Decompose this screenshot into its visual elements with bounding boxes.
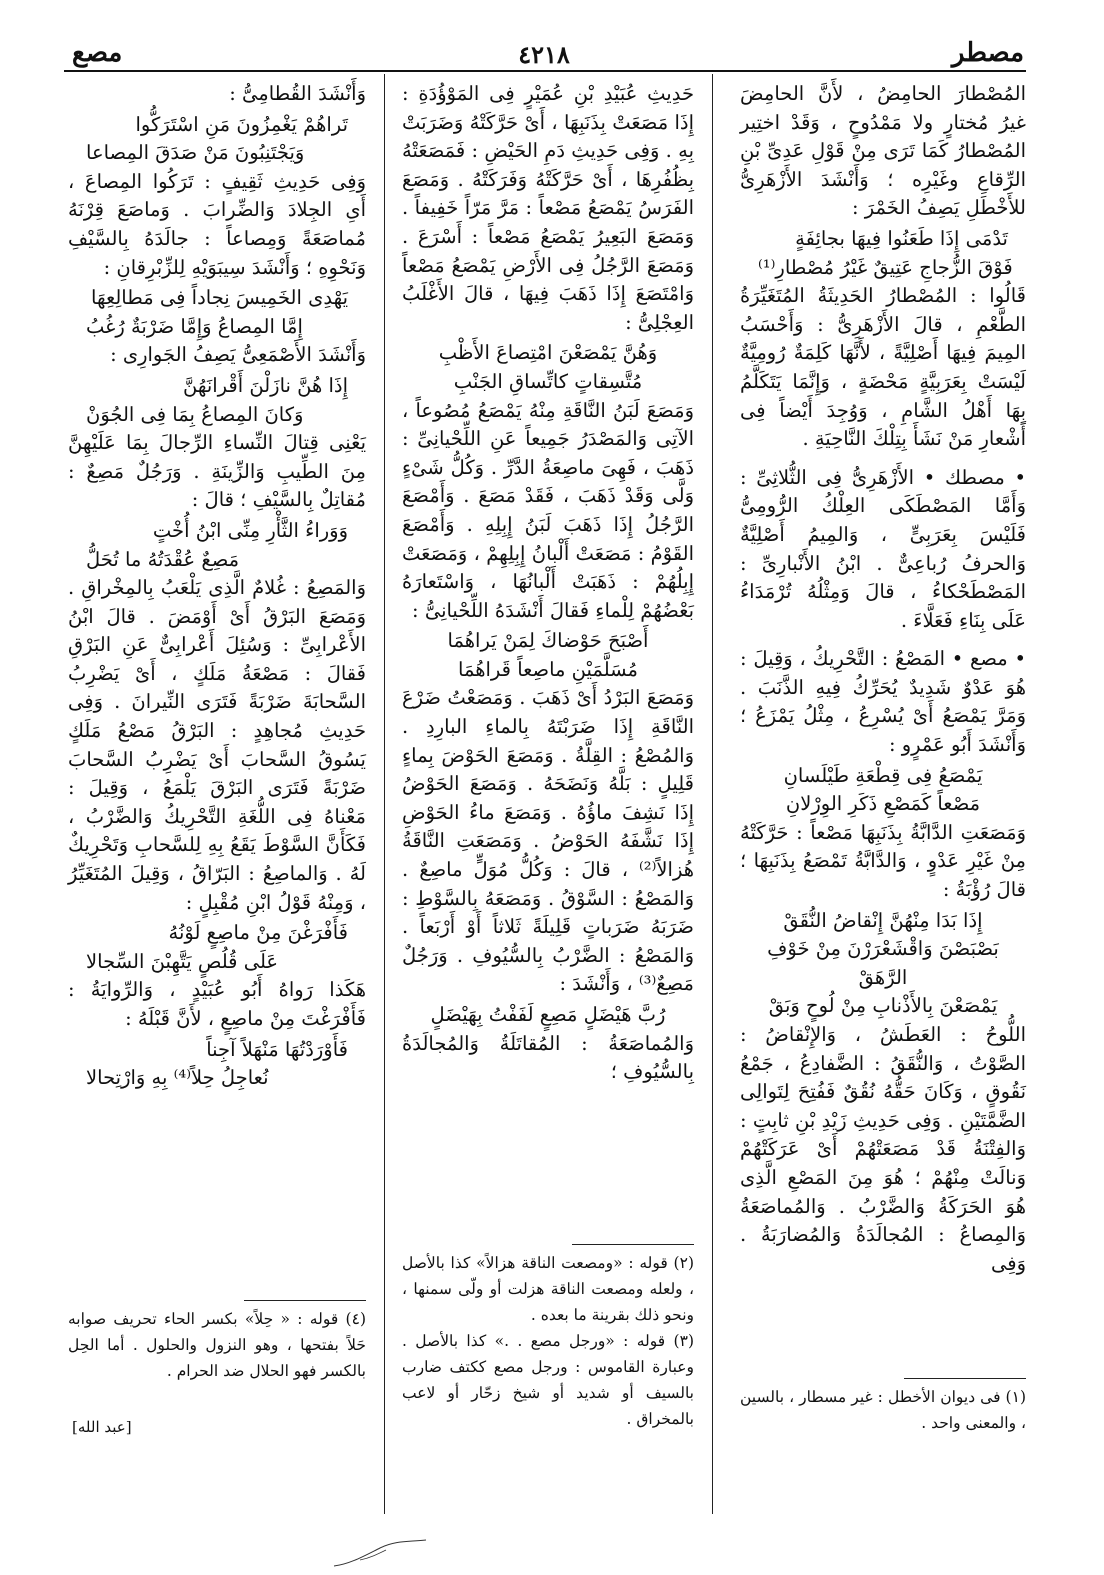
column-right	[740, 80, 1026, 1280]
verse-line: مَصْعاً كَمَصْعِ ذَكَرِ الوِرْلانِ	[785, 792, 981, 816]
entry-mstk: • مصطك • الأَزْهَرِىُّ فِى الثُّلاثِىِّ : وَأَمَّا المَصْطَكَى العِلْكُ الرُّومِىُّ فَلَيْسَ بِعَرَبِىٍّ ، وَالمِيمُ أَصْلِيَّةٌ وَالحرفُ رُباعِىٌّ . ابْنُ الأَنْبارِىِّ : المَصْطَحْكاءُ ، قالَ وَمِثْلُهُ تُرْمَدَاءُ عَلَى بِنَاءِ فَعَلَّاءَ .	[740, 465, 1026, 632]
guide-word-right: مصطر	[951, 38, 1024, 68]
paragraph: وَالمُماصَعَةُ : المُقاتَلَةُ وَالمُجالَدَةُ بِالسُّيُوفِ ؛	[402, 1031, 694, 1084]
verse-line: وَهُنَّ يَمْصَعْنَ امْتِصاعَ الأَظْبِ	[438, 341, 658, 365]
paragraph: يَعْنِى قِتالَ النِّساءِ الرِّجالَ بِمَا عَلَيْهِنَّ مِنَ الطِّيبِ وَالزِّينَةِ . وَرَجُلٌ مَصِعٌ : مُقاتِلٌ بِالسَّيْفِ ؛ قالَ :	[68, 431, 366, 512]
paragraph: وَمَصَعَتِ الدَّابَّةُ بِذَنَبِهَا مَصْعاً : حَرَّكَتْهُ مِنْ غَيْرِ عَدْوٍ ، وَالدَّابَّةُ تَمْصَعُ بِذَنَبِهَا ؛ قالَ رُؤْبَةُ :	[740, 820, 1026, 902]
verse-line: يَهْدِى الخَمِيسَ نِجاداً فِى مَطالِعِهَا	[91, 286, 348, 310]
verse-line: فَوْقَ الزُّجاجِ عَتِيقٌ غَيْرُ مُصْطارِ⁽¹⁾	[758, 255, 1013, 279]
column-divider	[384, 74, 385, 1514]
verse-line: تَدْمَى إِذَا طَعَنُوا فِيهَا بجائِفَةٍ	[795, 226, 1008, 250]
verse-line: وَكانَ المِصاعُ بِمَا فِى الجُوَنْ	[86, 402, 304, 426]
paragraph: وَأَنْشَدَ الأَصْمَعِىُّ يَصِفُ الجَوارِى :	[110, 343, 366, 367]
paragraph: وَالمَصِعُ : غُلامٌ الَّذِى يَلْعَبُ بِالمِخْراقِ . وَمَصَعَ البَرْقُ أَىْ أَوْمَضَ . قالَ ابْنُ الأَعْرابِىِّ : وَسُئِلَ أَعْرابِىٌّ عَنِ البَرْقِ فَقالَ : مَصْعَةُ مَلَكٍ ، أَىْ يَضْرِبُ السَّحابَةَ ضَرْبَةً فَتَرَى النِّيرانَ . وَفِى حَدِيثِ مُجاهِدٍ : البَرْقُ مَصْعُ مَلَكٍ يَسُوقُ السَّحابَ أَىْ يَضْرِبُ السَّحابَ ضَرْبَةً فَتَرَى البَرْقَ يَلْمَعُ ، وَقِيلَ : مَعْناهُ فِى اللُّغَةِ التَّحْرِيكُ وَالضَّرْبُ ، فَكَأَنَّ السَّوْطَ يَقَعُ بِهِ لِلسَّحابِ وَتَحْرِيكٌ لَهُ . وَالماصِعُ : البَرّاقُ ، وَقِيلَ المُتَغَيِّرُ ، وَمِنْهُ قَوْلُ ابْنِ مُقْبِلٍ :	[68, 576, 366, 914]
column-middle	[402, 80, 694, 1089]
footnote-rule	[572, 1244, 694, 1245]
footnote: (٣) قوله : «ورجل مصع . .» كذا بالأصل . وعبارة القاموس : ورجل مصع ككتف ضارب بالسيف أو شديد أو شيخ زحّار أو لاعب بالمخراق .	[402, 1332, 694, 1428]
paragraph: قَالُوا : المُصْطارُ الحَدِيثَةُ المُتَغَيِّرَةُ الطَّعْمِ ، قالَ الأَزْهَرِىُّ : وَأَحْسَبُ المِيمَ فِيهَا أَصْلِيَّةً ، لأَنَّهَا كَلِمَةٌ رُومِيَّةٌ لَيْسَتْ بِعَرَبِيَّةٍ مَحْضَةٍ ، وَإِنَّمَا يَتَكَلَّمُ بِهَا أَهْلُ الشَّامِ ، وَوُجِدَ أَيْضاً فِى أَشْعارِ مَنْ نَشَأَ بِتِلْكَ النَّاحِيَةِ .	[740, 284, 1026, 451]
verse-line: رُبَّ هَيْضَلٍ مَصِعٍ لَفَفْتُ بِهَيْضَلٍ	[430, 1003, 666, 1026]
footnote-middle	[402, 1250, 694, 1432]
paragraph: وَمَصَعَ البَرْدُ أَىْ ذَهَبَ . وَمَصَعْتُ ضَرْعَ النَّاقَةِ إِذَا ضَرَبْتَهُ بِالماءِ البارِدِ . وَالمُصْعُ : القِلَّةُ . وَمَصَعَ الحَوْضَ بِماءٍ قَلِيلٍ : بَلَّهُ وَنَضَحَهُ . وَمَصَعَ الحَوْضُ إِذَا نَشِفَ ماؤُهُ . وَمَصَعَ ماءُ الحَوْضِ إِذَا نَشَّفَهُ الحَوْضُ . وَمَصَعَتِ النَّاقَةُ هُزالاً⁽²⁾ ، قالَ : وَكُلُّ مُوَلٍّ ماصِعٌ . وَالمَصْعُ : السَّوْقُ . وَمَصَعَهُ بِالسَّوْطِ : ضَرَبَهُ ضَرَباتٍ قَلِيلَةً ثَلاثاً أَوْ أَرْبَعاً . وَالمَصْعُ : الضَّرْبُ بِالسُّيُوفِ . وَرَجُلٌ مَصِعٌ⁽³⁾ ، وَأَنْشَدَ :	[402, 686, 694, 996]
footnote: (٤) قوله : « حِلاً» بكسر الحاء تحريف صوابه حَلاً بفتحها ، وهو النزول والحلول . أما الحِل بالكسر فهو الحلال ضد الحرام .	[68, 1310, 366, 1380]
verse-line: تَراهُمْ يَغْمِزُونَ مَنِ اسْتَرَكُّوا	[135, 112, 348, 136]
footnote-rule	[244, 1300, 366, 1301]
page-number: ٤٢١٨	[518, 40, 570, 69]
verse-line: وَوَراءُ الثَّأْرِ مِنِّى ابْنُ أُخْتٍ	[152, 518, 348, 542]
verse-line: إِذَا هُنَّ نازَلْنَ أَقْرانَهُنَّ	[183, 373, 348, 397]
column-left	[68, 80, 366, 1093]
verse-line: إِمَّا المِصاعُ وَإِمَّا ضَرْبَةٌ رُغُبُ	[86, 314, 303, 338]
paragraph: حَدِيثِ عُبَيْدِ بْنِ عُمَيْرٍ فِى المَوْؤُدَةِ : إِذَا مَصَعَتْ بِذَنَبِهَا ، أَىْ حَرَّكَتْهُ وَضَرَبَتْ بِهِ . وَفِى حَدِيثِ دَمِ الحَيْضِ : فَمَصَعَتْهُ بِظُفُرِهَا ، أَىْ حَرَّكَتْهُ وَفَرَكَتْهُ . وَمَصَعَ الفَرَسُ يَمْصَعُ مَصْعاً : مَرَّ مَرّاً خَفِيفاً . وَمَصَعَ البَعِيرُ يَمْصَعُ مَصْعاً : أَسْرَعَ . وَمَصَعَ الرَّجُلُ فِى الأَرْضِ يَمْصَعُ مَصْعاً وَامْتَصَعَ إِذَا ذَهَبَ فِيهَا ، قالَ الأَغْلَبُ العِجْلِىُّ :	[402, 82, 694, 334]
page-header	[64, 38, 1024, 70]
guide-word-left: مصع	[72, 38, 123, 68]
editor-signature: [عبد الله]	[72, 1418, 132, 1436]
paragraph: اللُّوحُ : العَطَشُ ، وَالإِنْقاضُ : الصَّوْتُ ، وَالنُّقَقُ : الضَّفادِعُ ، جَمْعُ نَقُوقٍ ، وَكَانَ حَقُّهُ نُقُقٌ فَفُتِحَ لِتَوالِى الضَّمَّتَيْنِ . وَفِى حَدِيثِ زَيْدِ بْنِ ثابِتٍ : وَالفِتْنَةُ قَدْ مَصَعَتْهُمْ أَىْ عَرَكَتْهُمْ وَنالَتْ مِنْهُمْ ؛ هُوَ مِنَ المَصْعِ الَّذِى هُوَ الحَرَكَةُ وَالضَّرْبُ . وَالمُماصَعَةُ وَالمِصاعُ : المُجالَدَةُ وَالمُضارَبَةُ . وَفِى	[740, 1023, 1026, 1275]
paragraph: وَأَنْشَدَ القُطامِىُّ :	[229, 82, 366, 105]
paragraph: المُصْطارَ الحامِضُ ، لأَنَّ الحامِضَ غيرُ مُختارٍ ولا مَمْدُوحٍ ، وَقَدْ اختِير المُصْطارُ كَمَا تَرَى مِنْ قَوْلِ عَدِىِّ بْنِ الرِّقاعِ وغَيْرِه ؛ وَأَنْشَدَ الأَزْهَرِىُّ للأَخْطَلِ يَصِفُ الخَمْرَ :	[740, 82, 1026, 220]
verse-line: فَأَفْرَغْنَ مِنْ ماصِعٍ لَوْنُهُ	[168, 921, 348, 945]
verse-line: أَصْبَحَ حَوْضاكَ لِمَنْ يَراهُمَا	[447, 629, 649, 653]
header-rule	[64, 70, 1026, 72]
footnote-rule	[904, 1378, 1026, 1379]
footnote-right	[740, 1384, 1026, 1436]
footnote-left	[68, 1306, 366, 1384]
paragraph: وَفِى حَدِيثِ ثَقِيفٍ : تَرَكُوا المِصاعَ ، أَىِ الجِلادَ وَالضِّرابَ . وَماصَعَ قِرْنَهُ مُماصَعَةً وَمِصاعاً : جالَدَهُ بِالسَّيْفِ وَنَحْوِهِ ؛ وَأَنْشَدَ سِيبَوَيْهِ لِلزِّبْرِقانِ :	[68, 169, 366, 279]
verse-line: بَصْبَصْنَ وَاقْشَعْرَرْنَ مِنْ خَوْفِ الرَّهَقْ	[767, 937, 999, 989]
entry-ms3: • مصع • المَصْعُ : التَّحْرِيكُ ، وَقِيلَ : هُوَ عَدْوٌ شَدِيدٌ يُحَرِّكُ فِيهِ الذَّنَبَ . وَمَرَّ يَمْصَعُ أَىْ يُسْرِعُ ، مِثْلُ يَمْزَعُ ؛ وَأَنْشَدَ أَبُو عَمْرٍو :	[740, 647, 1026, 757]
verse-line: مَصِعٌ عُقْدَتُهُ ما تُحَلُّ	[86, 547, 240, 571]
verse-line: يَمْصَعُ فِى قِطْعَةِ طَيْلَسانِ	[783, 763, 983, 787]
paragraph: وَمَصَعَ لَبَنُ النَّاقَةِ مِنْهُ يَمْصَعُ مُصُوعاً ، الآتِى وَالمَصْدَرُ جَمِيعاً عَنِ اللِّحْيانِىِّ : ذَهَبَ ، فَهِىَ ماصِعَةُ الدَّرِّ . وَكُلُّ شَىْءٍ وَلَّى وَقَدْ ذَهَبَ ، فَقَدْ مَصَعَ . وَأَمْصَعَ الرَّجُلُ إِذَا ذَهَبَ لَبَنُ إِبِلِهِ . وَأَمْصَعَ القَوْمُ : مَصَعَتْ أَلْبانُ إِبِلِهِمْ ، وَمَصَعَتْ إِبِلُهُمْ : ذَهَبَتْ أَلْبانُهَا ، وَاسْتَعارَهُ بَعْضُهُمْ لِلْماءِ فَقالَ أَنْشَدَهُ اللِّحْيانِىُّ :	[402, 398, 694, 622]
verse-line: وَيَجْتَنِبُونَ مَنْ صَدَقَ المِصاعا	[86, 141, 305, 165]
pen-mark	[330, 1538, 430, 1570]
paragraph: هَكَذا رَواهُ أَبُو عُبَيْدٍ ، وَالرِّوايَةُ : فَأَفْرَغْتَ مِنْ ماصِعٍ ، لأَنَّ قَبْلَهُ :	[68, 978, 366, 1030]
column-divider	[712, 74, 713, 1514]
verse-line: مُتَّسِقاتٍ كاتِّساقِ الجَنْبِ	[453, 369, 643, 393]
verse-line: عَلَى قُلُصٍ يَتَّهِبْنَ السِّجالا	[86, 949, 279, 973]
footnote: (١) فى ديوان الأخطل : غير مسطار ، بالسين ، والمعنى واحد .	[740, 1388, 1026, 1432]
verse-line: فَأَوْرَدْتُهَا مَنْهَلاً آجِناً	[206, 1037, 348, 1061]
verse-line: نُعاجِلُ حِلاً⁽⁴⁾ بِهِ وَارْتِحالا	[86, 1066, 269, 1090]
verse-line: مُسَلَّمَيْنِ ماصِعاً قَراهُمَا	[458, 657, 638, 681]
verse-line: يَمْصَعْنَ بِالأَذْنابِ مِنْ لُوحٍ وَبَقْ	[768, 994, 998, 1018]
footnote: (٢) قوله : «ومصعت الناقة هزالاً» كذا بالأصل ، ولعله ومصعت الناقة هزلت أو ولّى سمنها ، ونحو ذلك بقرينة ما بعده .	[402, 1254, 694, 1324]
verse-line: إِذَا بَدَا مِنْهُنَّ إِنْقاضُ النُّقَقْ	[783, 908, 983, 932]
